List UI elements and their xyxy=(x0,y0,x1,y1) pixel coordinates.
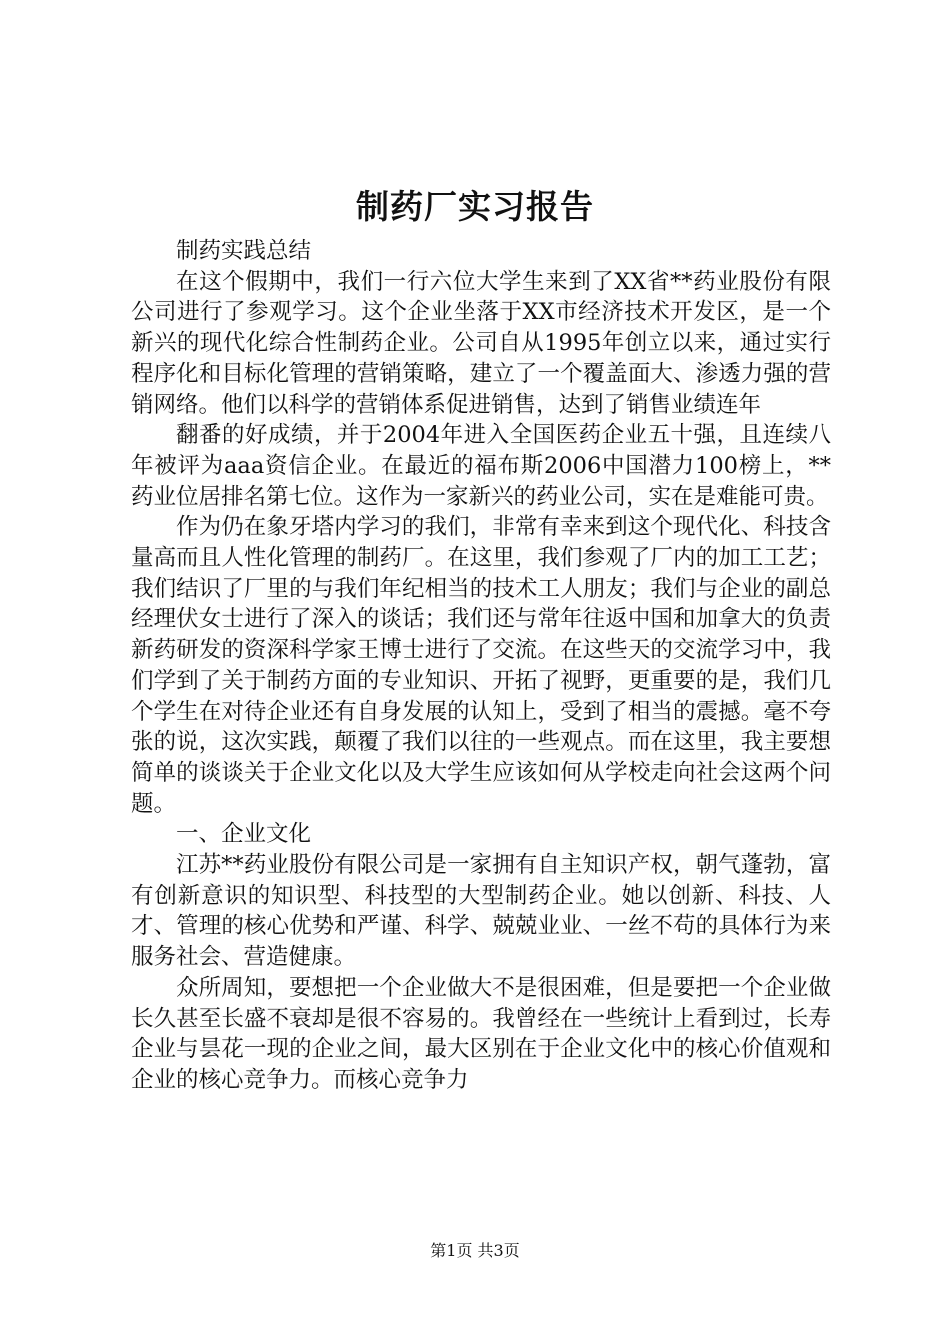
document-body xyxy=(131,236,831,1096)
paragraph-subtitle: 制药实践总结 xyxy=(176,238,312,264)
paragraph: 在这个假期中，我们一行六位大学生来到了XX省**药业股份有限公司进行了参观学习。这个企业坐落于XX市经济技术开发区，是一个新兴的现代化综合性制药企业。公司自从1995年创立以来，通过实行程序化和目标化管理的营销策略，建立了一个覆盖面大、渗透力强的营销网络。他们以科学的营销体系促进销售，达到了销售业绩连年 xyxy=(131,268,831,418)
paragraph: 江苏**药业股份有限公司是一家拥有自主知识产权，朝气蓬勃，富有创新意识的知识型、科技型的大型制药企业。她以创新、科技、人才、管理的核心优势和严谨、科学、兢兢业业、一丝不苟的具体行为来服务社会、营造健康。 xyxy=(131,852,831,971)
paragraph: 作为仍在象牙塔内学习的我们，非常有幸来到这个现代化、科技含量高而且人性化管理的制药厂。在这里，我们参观了厂内的加工工艺；我们结识了厂里的与我们年纪相当的技术工人朋友；我们与企业的副总经理伏女士进行了深入的谈话；我们还与常年往返中国和加拿大的负责新药研发的资深科学家王博士进行了交流。在这些天的交流学习中，我们学到了关于制药方面的专业知识、开拓了视野，更重要的是，我们几个学生在对待企业还有自身发展的认知上，受到了相当的震撼。毫不夸张的说，这次实践，颠覆了我们以往的一些观点。而在这里，我主要想简单的谈谈关于企业文化以及大学生应该如何从学校走向社会这两个问题。 xyxy=(131,514,831,817)
page-number-footer: 第1页 共3页 xyxy=(430,1241,520,1260)
document-title: 制药厂实习报告 xyxy=(356,187,594,226)
section-heading: 一、企业文化 xyxy=(176,821,312,848)
paragraph: 众所周知，要想把一个企业做大不是很困难，但是要把一个企业做长久甚至长盛不衰却是很不容易的。我曾经在一些统计上看到过，长寿企业与昙花一现的企业之间，最大区别在于企业文化中的核心价值观和企业的核心竞争力。而核心竞争力 xyxy=(131,974,831,1093)
paragraph: 翻番的好成绩，并于2004年进入全国医药企业五十强，且连续八年被评为aaa资信企业。在最近的福布斯2006中国潜力100榜上，**药业位居排名第七位。这作为一家新兴的药业公司，实在是难能可贵。 xyxy=(131,422,831,510)
